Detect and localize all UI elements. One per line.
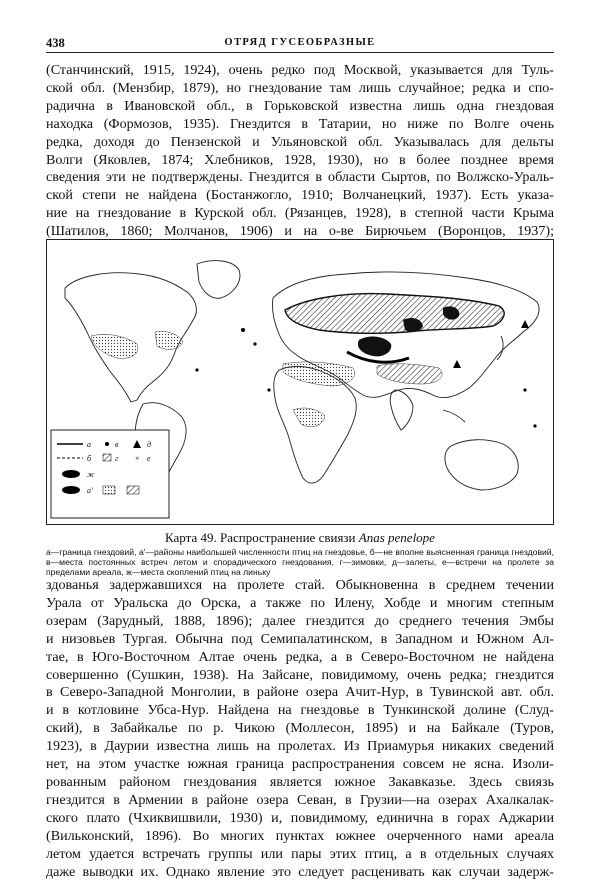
text-line: гнездится в Армении в районе озера Севан, в Грузии—на озерах Ахалкалак- [46, 791, 554, 808]
text-line: (Станчинский, 1915, 1924), очень редко под Москвой, указывается для Туль- [46, 62, 554, 78]
text-line: Урала от Уральска до Орска, а также по Илену, Хобде и многим степным [46, 594, 554, 611]
legend-symbol: г [115, 454, 119, 463]
text-line: и низовьев Тургая. Обычна под Семипалатинском, в Западном и Южном Ал- [46, 630, 554, 647]
text-line: 1923), в Даурии известна лишь на пролетах. Из Приамурья никаких сведений [46, 738, 554, 755]
text-line: радична в Ивановской обл., в Горьковской известна лишь одна гнездовая [46, 97, 554, 114]
text-line: даже выводки их. Однако явление это следует расценивать как случаи задерж- [46, 863, 554, 880]
breeding-range [285, 294, 504, 357]
australia-outline [445, 440, 518, 490]
legend-symbol: ж [87, 470, 95, 479]
text-line: ской степи не найдена (Бостанжогло, 1910; Волчанецкий, 1937). Есть указа- [46, 187, 554, 204]
caption-legend: а—граница гнездовий, а'—районы наибольшей численности птиц на гнездовье, б—не вполне выясненная граница гнездовий, в—места постоянных встреч летом и спорадического гнездования, г—зимовки, д—залеты, е—встречи на пролете за пределами ареала, ж—места скоплений птиц на линьку [46, 547, 554, 577]
bottom-paragraph [46, 577, 554, 881]
text-line: летом удается встречать группы или пары этих птиц, а в отдельных случаях [46, 845, 554, 862]
text-line: ский), в Забайкалье по р. Чикою (Моллесон, 1895) и на Байкале (Туров, [46, 720, 554, 737]
legend-symbol: а' [87, 486, 93, 495]
text-line: тае, в Юго-Восточном Алтае очень редка, а в Северо-Восточном не найдена [46, 648, 554, 665]
text-line: ского плато (Чхиквишвили, 1930) и, повидимому, единична в горах Аджарии [46, 809, 554, 826]
text-line: и в котловине Убса-Нур. Найдена на гнездовье в Тункинской долине (Слуд- [46, 702, 554, 719]
caption-title [46, 530, 554, 545]
india-outline [390, 390, 413, 430]
text-line: в Северо-Западной Монголии, в районе озера Ачит-Нур, в Тувинской авт. обл. [46, 684, 554, 701]
caption-title-prefix: Карта 49. Распространение свиязи [165, 530, 359, 545]
legend-symbol: в [115, 440, 119, 449]
top-paragraph [46, 62, 554, 259]
text-line: (Шатилов, 1860; Молчанов, 1906) и на о-ве Бирючьем (Воронцов, 1937); [46, 223, 554, 240]
caption-species: Anas penelope [358, 530, 435, 545]
legend-symbol: б [87, 454, 92, 463]
text-line: здованья задержавшихся на пролете стай. Обыкновенна в среднем течении [46, 577, 554, 593]
text-line: ние на гнездование в Курской обл. (Рязанцев, 1928), в степной части Крыма [46, 205, 554, 222]
text-line: нет, на этом участке южная граница распространения совсем не ясна. Изоли- [46, 756, 554, 773]
abundance-area [358, 337, 391, 357]
text-line: сведения эти не подтверждены. Гнездится в области Сыртов, по Волжско-Ураль- [46, 169, 554, 186]
text-line: совершенно (Сушкин, 1938). На Зайсане, повидимому, очень редка; гнездится [46, 666, 554, 683]
page-number: 438 [46, 36, 65, 50]
japan-outline [497, 336, 503, 360]
legend-symbol: д [147, 440, 152, 449]
text-line: рованным районом гнездования является южное Закавказье. Здесь свиязь [46, 773, 554, 790]
running-title: ОТРЯД ГУСЕОБРАЗНЫЕ [224, 37, 376, 48]
svg-text:×: × [135, 454, 140, 463]
islands-outline [443, 410, 465, 422]
legend-symbol: а [87, 440, 91, 449]
greenland-outline [197, 261, 240, 299]
legend-symbol: е [147, 454, 151, 463]
distribution-map [46, 239, 554, 525]
map-caption [46, 530, 554, 577]
world-map-drawing [47, 240, 553, 524]
text-line: ской обл. (Мензбир, 1879), но гнездование там лишь случайное; редка и спо- [46, 79, 554, 96]
text-line: находка (Формозов, 1935). Гнездится в Татарии, но ниже по Волге очень [46, 115, 554, 132]
occurrence-markers [195, 320, 536, 428]
text-line: редка, доходя до Пензенской и Ульяновской обл. Указывалась для дельты [46, 133, 554, 150]
text-line: Волги (Яковлев, 1874; Хлебников, 1928, 1930), но в более позднее время [46, 151, 554, 168]
page-header [46, 36, 554, 53]
text-line: (Вильконский, 1896). Во многих пунктах южнее очерченного нами ареала [46, 827, 554, 844]
text-line: озерам (Зарудный, 1888, 1896); далее гнездится до среднего течения Эмбы [46, 612, 554, 629]
